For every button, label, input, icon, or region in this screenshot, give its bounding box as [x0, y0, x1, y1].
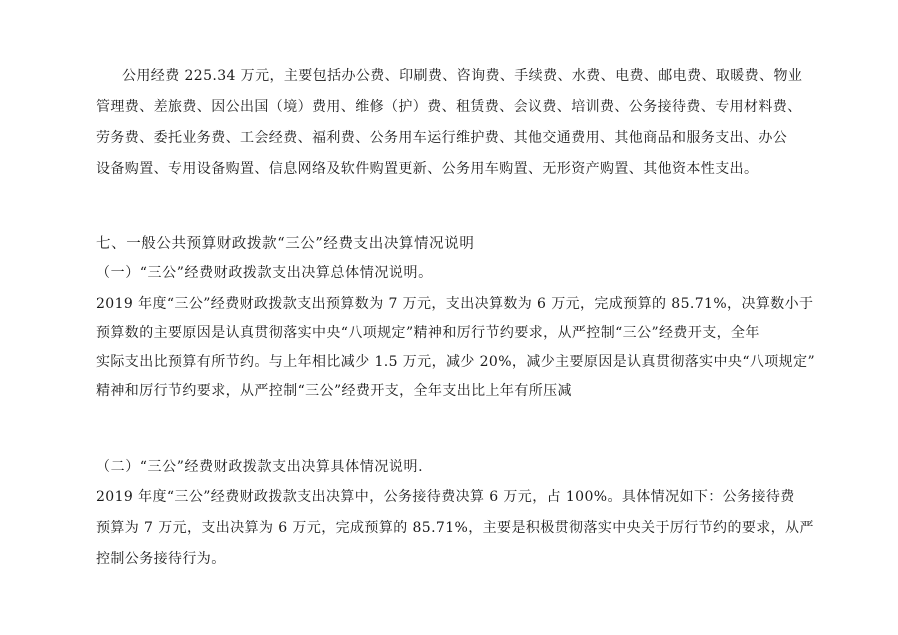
- paragraph-line: 设备购置、专用设备购置、信息网络及软件购置更新、公务用车购置、无形资产购置、其他资本性支出。: [96, 161, 759, 177]
- subsection-heading-two: （二）“三公”经费财政拨款支出决算具体情况说明.: [96, 459, 424, 475]
- paragraph-line: 公用经费 225.34 万元，主要包括办公费、印刷费、咨询费、手续费、水费、电费、邮电费、取暖费、物业: [122, 68, 803, 84]
- subsection-one-paragraph: [96, 290, 814, 406]
- paragraph-line: 实际支出比预算有所节约。与上年相比减少 1.5 万元，减少 20%，减少主要原因是认真贯彻落实中央“八项规定”: [96, 354, 816, 370]
- subsection-heading-one: （一）“三公”经费财政拨款支出决算总体情况说明。: [96, 265, 433, 281]
- public-funds-paragraph: [96, 61, 814, 185]
- paragraph-line: 2019 年度“三公”经费财政拨款支出预算数为 7 万元，支出决算数为 6 万元，完成预算的 85.71%，决算数小于: [96, 296, 814, 312]
- paragraph-line: 劳务费、委托业务费、工会经费、福利费、公务用车运行维护费、其他交通费用、其他商品和服务支出、办公: [96, 130, 788, 146]
- paragraph-line: 2019 年度“三公”经费财政拨款支出决算中，公务接待费决算 6 万元，占 100%。具体情况如下：公务接待费: [96, 489, 795, 505]
- paragraph-line: 精神和厉行节约要求，从严控制“三公”经费开支，全年支出比上年有所压减: [96, 383, 572, 399]
- section-heading-seven: 七、一般公共预算财政拨款“三公”经费支出决算情况说明: [96, 236, 475, 252]
- paragraph-line: 预算为 7 万元，支出决算为 6 万元，完成预算的 85.71%，主要是积极贯彻落实中央关于厉行节约的要求，从严: [96, 520, 814, 536]
- paragraph-line: 控制公务接待行为。: [96, 551, 226, 567]
- subsection-two-paragraph: [96, 482, 814, 575]
- paragraph-line: 预算数的主要原因是认真贯彻落实中央“八项规定”精神和厉行节约要求，从严控制“三公”经费开支，全年: [96, 325, 760, 341]
- paragraph-line: 管理费、差旅费、因公出国（境）费用、维修（护）费、租赁费、会议费、培训费、公务接待费、专用材料费、: [96, 99, 802, 115]
